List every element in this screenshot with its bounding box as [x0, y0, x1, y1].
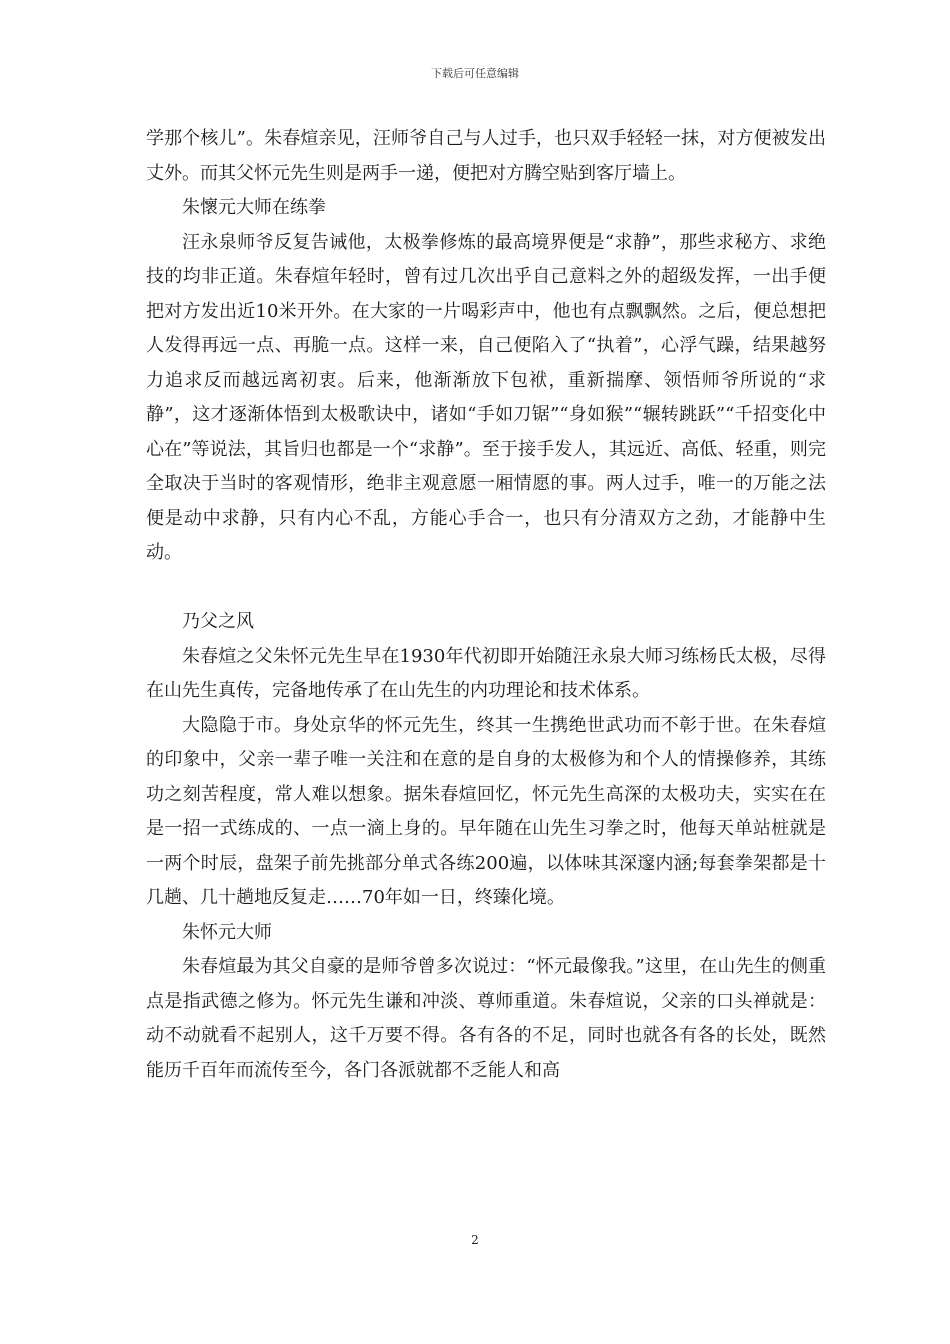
photo-caption: 朱懷元大师在练拳 — [182, 197, 326, 218]
photo-caption: 朱怀元大师 — [182, 921, 272, 943]
page-number: 2 — [471, 1233, 479, 1247]
paragraph: 汪永泉师爷反复告诫他，太极拳修炼的最高境界便是“求静”，那些求秘方、求绝技的均非正道。朱春煊年轻时，曾有过几次出乎自己意料之外的超级发挥，一出手便把对方发出近10米开外。在大家的一片喝彩声中，他也有点飘飘然。之后，便总想把人发得再远一点、再脆一点。这样一来，自己便陷入了“执着”，心浮气躁，结果越努力追求反而越远离初衷。后来，他渐渐放下包袱，重新揣摩、领悟师爷所说的“求静”，这才逐渐体悟到太极歌诀中，诸如“手如刀锯”“身如猴”“辗转跳跃”“千招变化中心在”等说法，其旨归也都是一个“求静”。至于接手发人，其远近、高低、轻重，则完全取决于当时的客观情形，绝非主观意愿一厢情愿的事。两人过手，唯一的万能之法便是动中求静，只有内心不乱，方能心手合一，也只有分清双方之劲，才能静中生动。 — [146, 231, 826, 563]
section-heading: 乃父之风 — [182, 611, 254, 632]
document-body — [146, 122, 826, 1088]
paragraph: 朱春煊之父朱怀元先生早在1930年代初即开始随汪永泉大师习练杨氏太极，尽得在山先生真传，完备地传承了在山先生的内功理论和技术体系。 — [146, 645, 826, 701]
page-header: 下载后可任意编辑 — [431, 67, 519, 80]
paragraph: 朱春煊最为其父自豪的是师爷曾多次说过：“怀元最像我。”这里，在山先生的侧重点是指武德之修为。怀元先生谦和冲淡、尊师重道。朱春煊说，父亲的口头禅就是：动不动就看不起别人，这千万要不得。各有各的不足，同时也就各有各的长处，既然能历千百年而流传至今，各门各派就都不乏能人和高 — [146, 956, 826, 1081]
paragraph-spacer — [146, 571, 826, 606]
paragraph: 大隐隐于市。身处京华的怀元先生，终其一生携绝世武功而不彰于世。在朱春煊的印象中，父亲一辈子唯一关注和在意的是自身的太极修为和个人的情操修养，其练功之刻苦程度，常人难以想象。据朱春煊回忆，怀元先生高深的太极功夫，实实在在是一招一式练成的、一点一滴上身的。早年随在山先生习拳之时，他每天单站桩就是一两个时辰，盘架子前先挑部分单式各练200遍，以体味其深邃内涵;每套拳架都是十几趟、几十趟地反复走……70年如一日，终臻化境。 — [146, 714, 826, 908]
paragraph-continuation: 学那个核儿”。朱春煊亲见，汪师爷自己与人过手，也只双手轻轻一抹，对方便被发出丈外。而其父怀元先生则是两手一递，便把对方腾空贴到客厅墙上。 — [146, 128, 826, 184]
